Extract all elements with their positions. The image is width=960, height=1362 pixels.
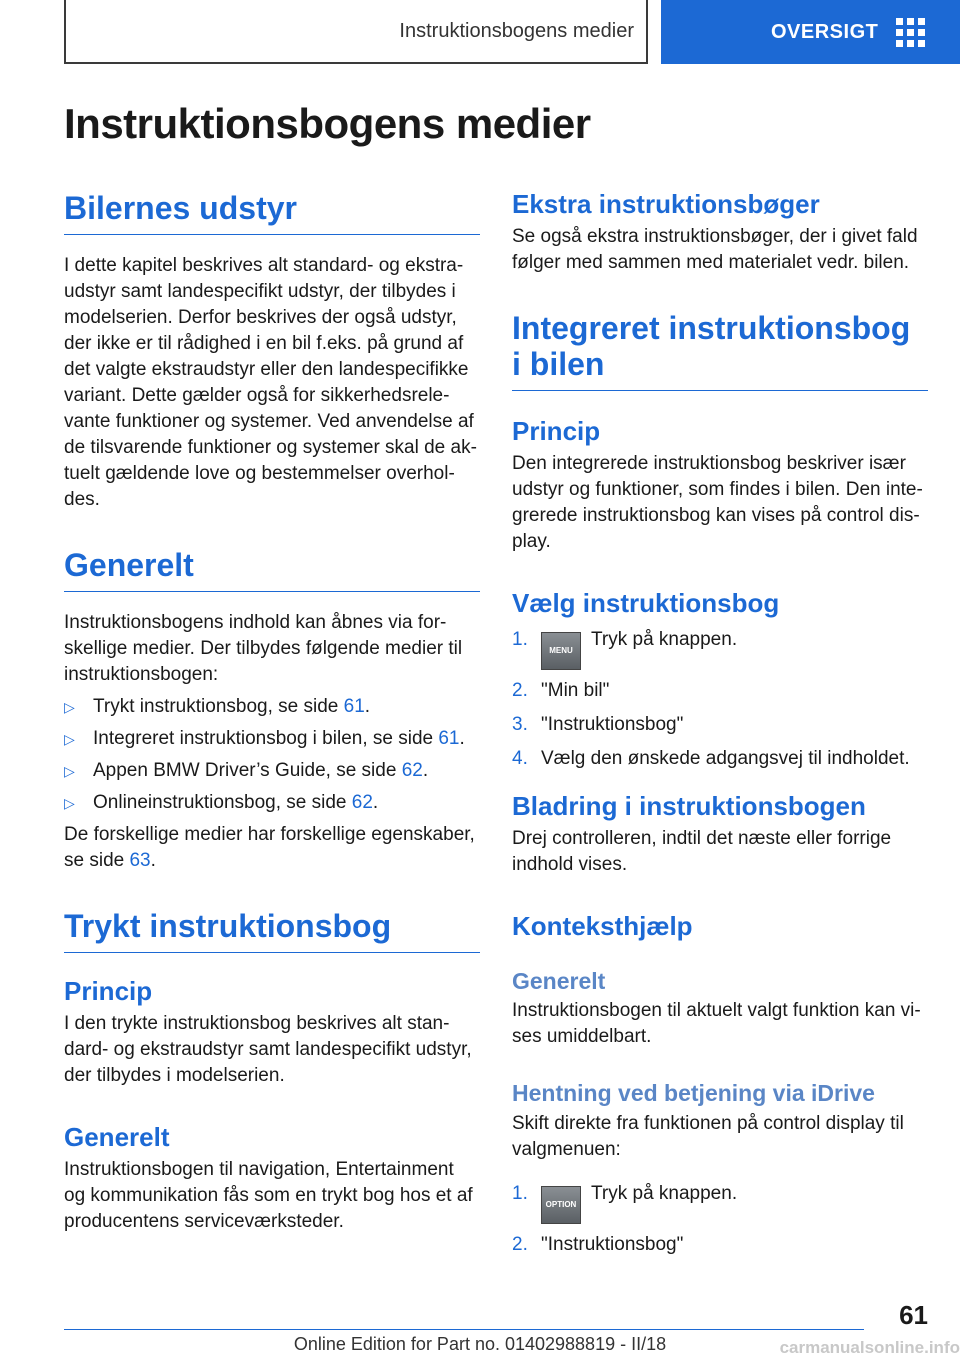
- list-item-text: Onlineinstruktionsbog, se side: [93, 792, 352, 814]
- list-item-end: .: [459, 728, 465, 750]
- triangle-bullet-icon: ▷: [64, 763, 75, 780]
- paragraph-bladring: Drej controlleren, indtil det næste eller forrige indhold vises.: [512, 827, 892, 875]
- list-item-end: .: [372, 792, 379, 814]
- list-item-text: Appen BMW Driver’s Guide, se side: [93, 760, 402, 782]
- list-item-text: Integreret instruktionsbog i bilen, se side: [93, 728, 439, 750]
- heading-princip: Princip: [64, 976, 153, 1007]
- list-item: [512, 678, 928, 704]
- grid-icon: [896, 18, 925, 47]
- paragraph-hentning: Skift direkte fra funktionen på control display til valgmenuen:: [512, 1112, 904, 1160]
- paragraph-ekstra: Se også ekstra instruktionsbøger, der i givet fald følger med sammen med materialet vedr. bilen.: [512, 225, 918, 273]
- step-text: Tryk på knappen.: [591, 1182, 738, 1204]
- paragraph-princip: I den trykte instruktionsbog beskrives alt standard- og ekstraudstyr samt landespecifikt udstyr, der tilbydes i modelserien.: [64, 1013, 472, 1087]
- step-text: Vælg den ønskede adgangsvej til indholdet.: [541, 747, 910, 769]
- step-number: 1.: [512, 1182, 528, 1204]
- page-title: Instruktionsbogens medier: [64, 100, 591, 147]
- steps-vaelg: [512, 627, 928, 772]
- heading-ekstra-instruktionsboger: Ekstra instruktionsbøger: [512, 189, 820, 219]
- paragraph-text: De forskellige medier har forskellige egenskaber, se side: [64, 824, 475, 872]
- heading-generelt: Generelt: [64, 547, 480, 592]
- steps-hentning: [512, 1181, 928, 1258]
- list-item: [512, 627, 928, 670]
- header-section-label: Instruktionsbogens medier: [399, 19, 634, 42]
- paragraph-end: .: [150, 850, 156, 872]
- paragraph-princip-integreret: Den integrerede instruktionsbog beskriver især udstyr og funktioner, som findes i bilen. Den integrerede instruktionsbog kan vises på control display.: [512, 453, 923, 553]
- heading-konteksthjaelp: Konteksthjælp: [512, 910, 693, 941]
- heading-generelt-trykt: Generelt: [64, 1122, 170, 1153]
- step-number: 4.: [512, 747, 528, 769]
- list-item: [64, 726, 480, 752]
- list-item: [64, 694, 480, 720]
- list-item: [512, 1232, 928, 1258]
- step-number: 1.: [512, 628, 528, 650]
- triangle-bullet-icon: ▷: [64, 731, 75, 748]
- heading-bilernes-udstyr: Bilernes udstyr: [64, 190, 480, 235]
- step-text: "Instruktionsbog": [541, 1233, 684, 1255]
- header-section-tab[interactable]: [64, 0, 648, 64]
- list-item-text: Trykt instruktionsbog, se side: [93, 696, 344, 718]
- overview-label: OVERSIGT: [771, 20, 879, 43]
- option-button-icon[interactable]: OPTION: [541, 1186, 581, 1224]
- step-number: 2.: [512, 679, 528, 701]
- paragraph-generelt-trykt: Instruktionsbogen til navigation, Entertainment og kommunikation fås som en trykt bog hos et af producentens serviceværksteder.: [64, 1159, 473, 1233]
- step-text: Tryk på knappen.: [591, 628, 738, 650]
- footer-edition: Online Edition for Part no. 01402988819 - II/18: [293, 1334, 667, 1354]
- page-link[interactable]: 61: [438, 728, 460, 750]
- overview-button[interactable]: [661, 0, 960, 64]
- paragraph-generelt-kontekst: Instruktionsbogen til aktuelt valgt funktion kan vises umiddelbart.: [512, 1000, 921, 1048]
- heading-princip-integreret: Princip: [512, 416, 601, 447]
- page-number: 61: [899, 1300, 928, 1330]
- list-item-end: .: [364, 696, 371, 718]
- watermark: carmanualsonline.info: [779, 1338, 960, 1357]
- list-item: [64, 790, 480, 816]
- triangle-bullet-icon: ▷: [64, 699, 75, 716]
- paragraph-egenskaber: [64, 822, 480, 874]
- step-number: 2.: [512, 1233, 528, 1255]
- page-link[interactable]: 62: [401, 760, 423, 782]
- page-link[interactable]: 61: [343, 696, 365, 718]
- menu-button-icon[interactable]: MENU: [541, 632, 581, 670]
- step-number: 3.: [512, 713, 528, 735]
- list-item: [64, 758, 480, 784]
- list-item: [512, 1181, 928, 1224]
- list-item-end: .: [422, 760, 429, 782]
- triangle-bullet-icon: ▷: [64, 795, 75, 812]
- heading-bladring: Bladring i instruktionsbogen: [512, 790, 866, 821]
- heading-integreret-instruktionsbog: Integreret instruktionsbog i bilen: [512, 310, 928, 391]
- list-item: [512, 746, 928, 772]
- step-text: "Instruktionsbog": [541, 713, 684, 735]
- paragraph-bilernes-udstyr: I dette kapitel beskrives alt standard- og ekstraudstyr samt landespecifikt udstyr, der tilbydes i modelserien. Derfor beskrives der også udstyr, der ikke er til rådighed i en bil f.eks. på grund af det valgte ekstraudstyr eller den landespecifikke variant. Dette gælder også for sikkerhedsrelevante funktioner og systemer. Ved anvendelse af de tilsvarende funktioner og systemer skal de aktuelt gældende love og bestemmelser overholdes.: [64, 255, 477, 511]
- heading-hentning-idrive: Hentning ved betjening via iDrive: [512, 1080, 875, 1107]
- list-item: [512, 712, 928, 738]
- right-column: [512, 190, 928, 1266]
- paragraph-generelt: Instruktionsbogens indhold kan åbnes via forskellige medier. Der tilbydes følgende medier til instruktionsbogen:: [64, 612, 463, 686]
- heading-generelt-kontekst: Generelt: [512, 967, 606, 994]
- heading-vaelg-instruktionsbog: Vælg instruktionsbog: [512, 588, 780, 619]
- heading-trykt-instruktionsbog: Trykt instruktionsbog: [64, 908, 480, 953]
- media-list: [64, 694, 480, 816]
- step-text: "Min bil": [541, 679, 610, 701]
- page-link[interactable]: 63: [129, 850, 151, 872]
- left-column: [64, 190, 480, 1235]
- footer-divider: [64, 1329, 864, 1330]
- page-link[interactable]: 62: [351, 792, 373, 814]
